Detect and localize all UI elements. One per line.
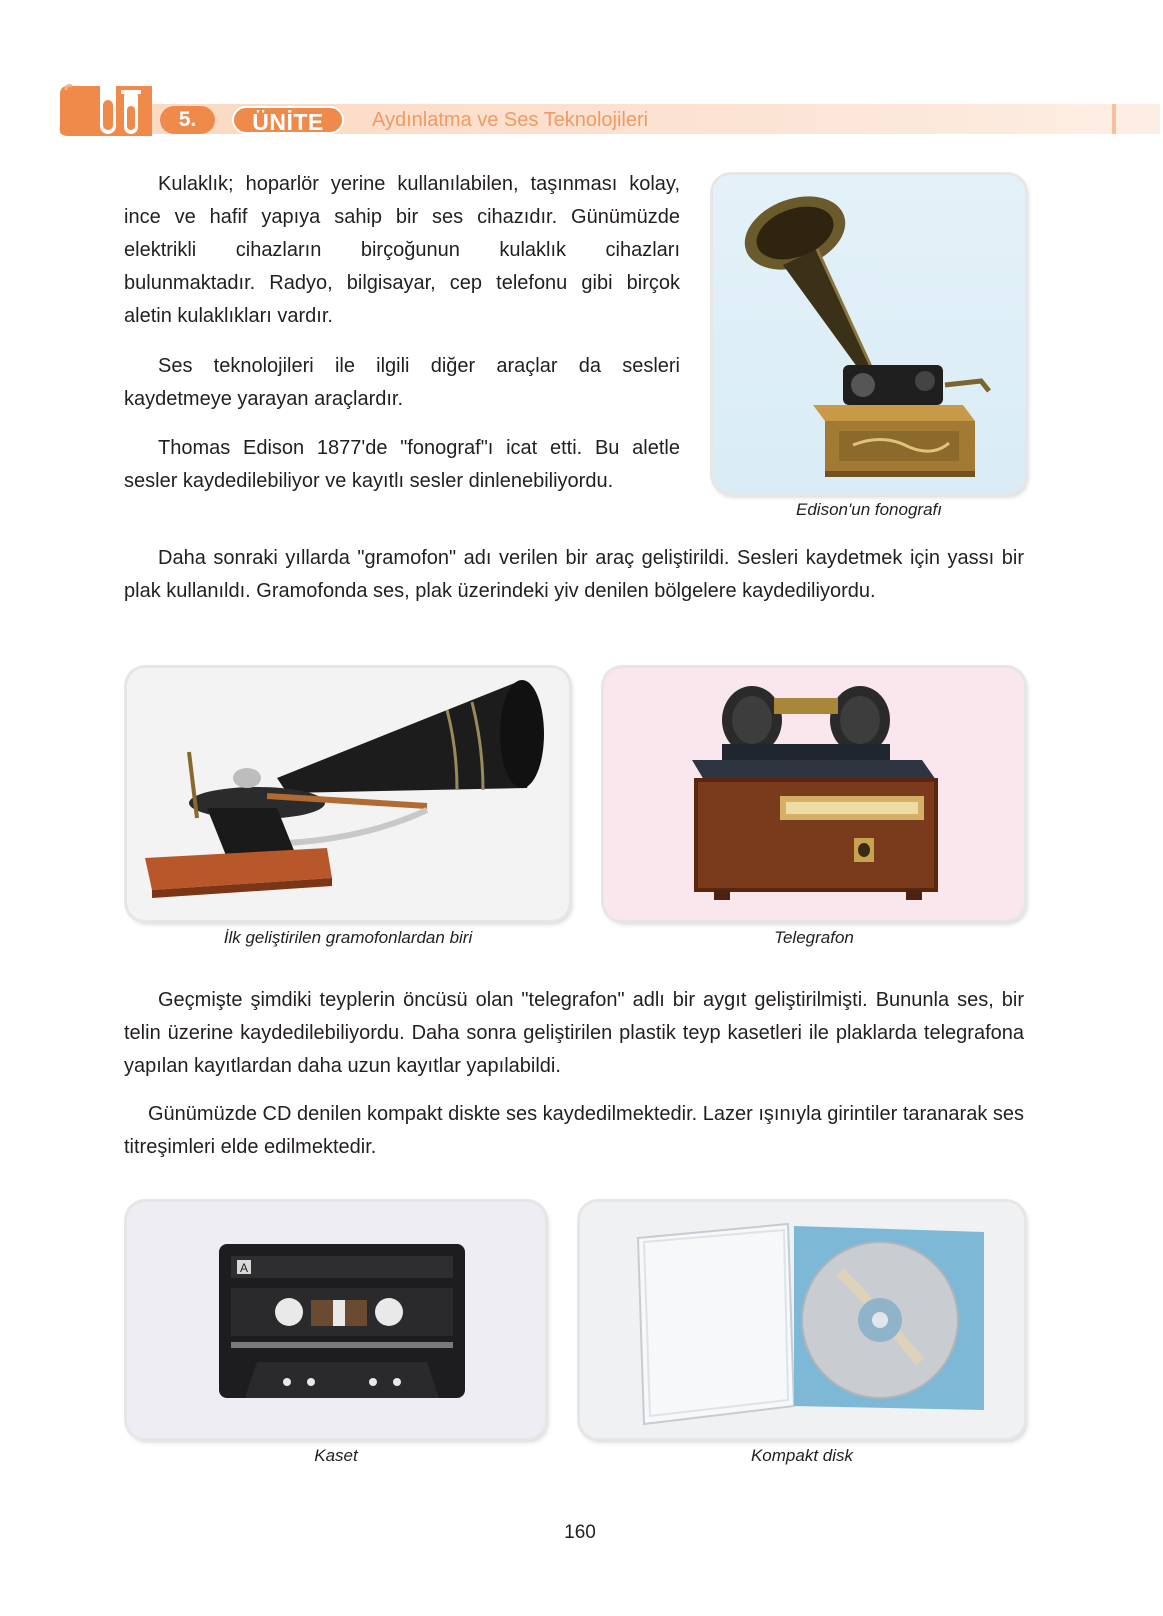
page-number: 160 [564, 1522, 596, 1543]
paragraph-compact-disc: Günümüzde CD denilen kompakt diskte ses kaydedilmektedir. Lazer ışınıyla girintiler taranarak ses titreşimleri elde edilmektedir. [124, 1103, 1024, 1158]
gramophone-image [127, 668, 569, 920]
telegraphone-caption: Telegrafon [774, 928, 854, 947]
band-divider [1112, 104, 1116, 134]
cassette-image [127, 1202, 545, 1438]
compact-disc-caption: Kompakt disk [750, 1446, 854, 1465]
compact-disc-image [580, 1202, 1024, 1438]
unit-number: 5. [160, 106, 215, 134]
paragraph-phonograph: Thomas Edison 1877'de "fonograf"ı icat etti. Bu aletle sesler kaydedilebiliyor ve kayıtlı sesler dinlenebiliyordu. [124, 437, 680, 492]
paragraph-telegraphone: Geçmişte şimdiki teyplerin öncüsü olan "telegrafon" adlı bir aygıt geliştirilmişti. Bununla ses, bir telin üzerine kaydedilebiliyordu. Daha sonra geliştirilen plastik teyp kasetleri ile plaklarda telegrafona yapılan kayıtlardan daha uzun kayıtlar yapılabildi. [124, 989, 1024, 1077]
unit-title: Aydınlatma ve Ses Teknolojileri [372, 109, 649, 131]
telegraphone-image [604, 668, 1024, 920]
phonograph-caption: Edison'un fonografı [796, 500, 942, 519]
gramophone-caption: İlk geliştirilen gramofonlardan biri [223, 928, 473, 947]
unit-label: ÜNİTE [232, 106, 344, 134]
paragraph-recording-tools: Ses teknolojileri ile ilgili diğer araçlar da sesleri kaydetmeye yarayan araçlardır. [124, 355, 680, 410]
cassette-caption: Kaset [314, 1446, 358, 1465]
phonograph-image [713, 175, 1025, 493]
paragraph-gramophone: Daha sonraki yıllarda "gramofon" adı verilen bir araç geliştirildi. Sesleri kaydetmek için yassı bir plak kullanıldı. Gramofonda ses, plak üzerindeki yiv denilen bölgelere kaydediliyordu. [124, 547, 1024, 602]
cassette-side-label: A [240, 1261, 249, 1275]
paragraph-headphone: Kulaklık; hoparlör yerine kullanılabilen, taşınması kolay, ince ve hafif yapıya sahip bir ses cihazıdır. Günümüzde elektrikli cihazların birçoğunun kulaklık cihazları bulunmaktadır. Radyo, bilgisayar, cep telefonu gibi birçok aletin kulaklıkları vardır. [124, 173, 680, 327]
